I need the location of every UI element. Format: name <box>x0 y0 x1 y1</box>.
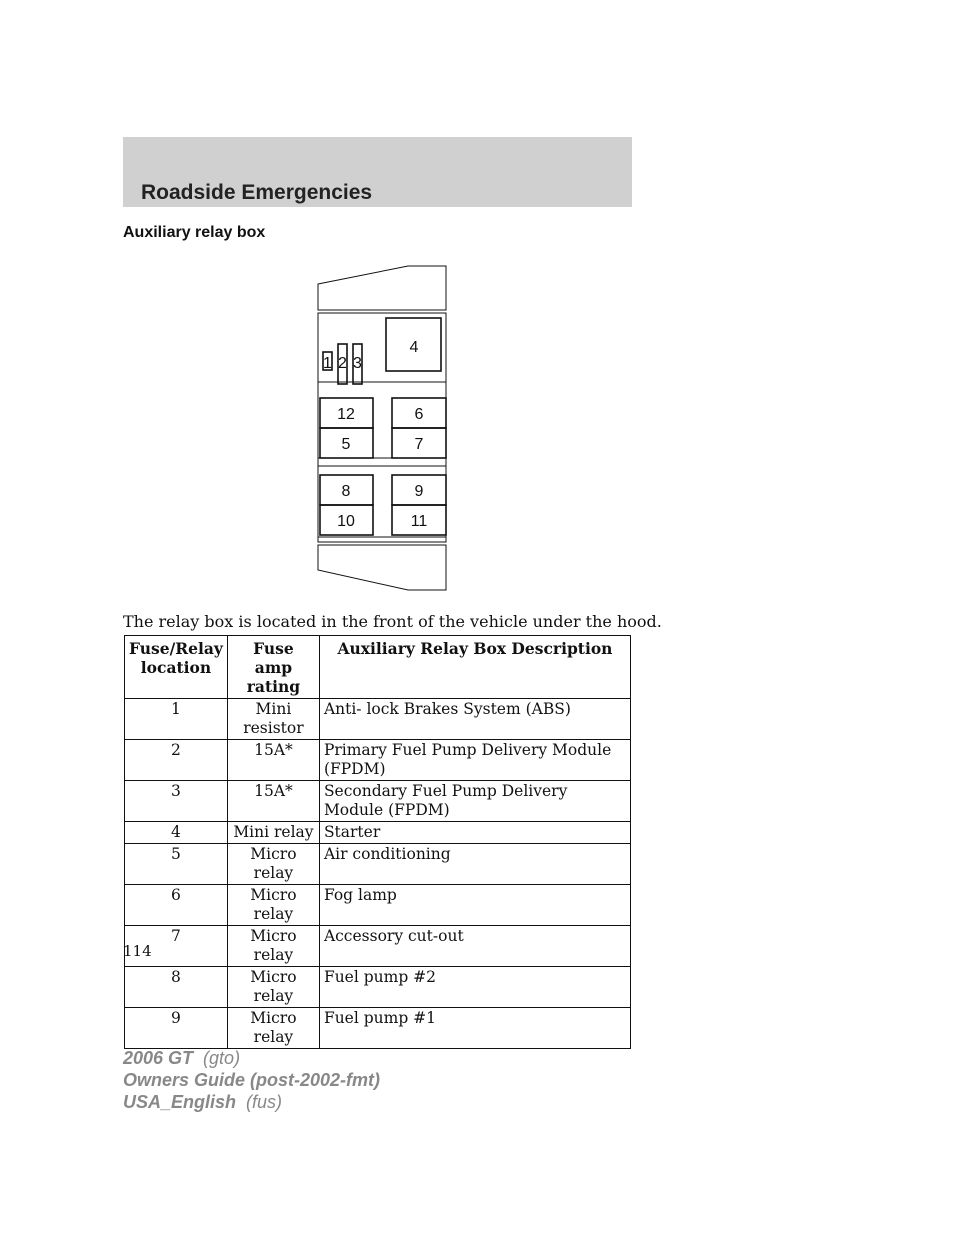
label-1: 1 <box>323 355 332 372</box>
relay-box-diagram <box>316 262 450 592</box>
cell-location: 8 <box>125 967 228 1008</box>
label-7: 7 <box>414 436 424 453</box>
fuse-relay-table <box>124 635 631 1049</box>
cell-description: Fuel pump #1 <box>319 1008 630 1049</box>
intro-text: The relay box is located in the front of the vehicle under the hood. <box>123 612 662 631</box>
cell-location: 7 <box>125 926 228 967</box>
cell-location: 4 <box>125 822 228 844</box>
footer-line-guide <box>123 1069 380 1091</box>
label-4: 4 <box>409 339 419 356</box>
table-header-row <box>125 636 631 699</box>
cell-rating: Micro relay <box>227 1008 319 1049</box>
label-5: 5 <box>341 436 351 453</box>
page-number: 114 <box>123 942 152 960</box>
table-row <box>125 844 631 885</box>
label-6: 6 <box>414 406 424 423</box>
footer-guide: Owners Guide (post-2002-fmt) <box>123 1070 381 1090</box>
cell-rating: Mini relay <box>227 822 319 844</box>
relay-box-drawing <box>316 262 450 592</box>
cell-location: 3 <box>125 781 228 822</box>
page-title: Roadside Emergencies <box>141 181 373 204</box>
header-rating: Fuse amp rating <box>227 636 319 699</box>
top-cap <box>318 266 446 310</box>
header-location: Fuse/Relay location <box>125 636 228 699</box>
cell-rating: Micro relay <box>227 885 319 926</box>
cell-description: Fuel pump #2 <box>319 967 630 1008</box>
cell-description: Primary Fuel Pump Delivery Module (FPDM) <box>319 740 630 781</box>
cell-location: 2 <box>125 740 228 781</box>
footer-language-code: (fus) <box>246 1092 283 1112</box>
label-10: 10 <box>337 513 355 530</box>
table-row <box>125 885 631 926</box>
cell-description: Fog lamp <box>319 885 630 926</box>
table-row <box>125 699 631 740</box>
cell-description: Starter <box>319 822 630 844</box>
document-footer <box>123 1047 380 1113</box>
footer-language: USA_English <box>123 1092 237 1112</box>
cell-description: Accessory cut-out <box>319 926 630 967</box>
cell-rating: 15A* <box>227 740 319 781</box>
cell-description: Air conditioning <box>319 844 630 885</box>
label-8: 8 <box>341 483 351 500</box>
cell-location: 1 <box>125 699 228 740</box>
footer-line-language <box>123 1091 380 1113</box>
table-row <box>125 822 631 844</box>
table-row <box>125 781 631 822</box>
table-row <box>125 967 631 1008</box>
bottom-cap <box>318 545 446 590</box>
table-row <box>125 926 631 967</box>
cell-location: 6 <box>125 885 228 926</box>
label-2: 2 <box>338 355 347 372</box>
footer-model: 2006 GT <box>123 1048 194 1068</box>
label-9: 9 <box>414 483 424 500</box>
cell-rating: Micro relay <box>227 967 319 1008</box>
cell-description: Secondary Fuel Pump Delivery Module (FPDM) <box>319 781 630 822</box>
label-12: 12 <box>337 406 355 423</box>
footer-line-model <box>123 1047 380 1069</box>
table-row <box>125 740 631 781</box>
footer-model-code: (gto) <box>203 1048 241 1068</box>
cell-rating: 15A* <box>227 781 319 822</box>
cell-rating: Micro relay <box>227 926 319 967</box>
label-11: 11 <box>410 513 428 530</box>
cell-rating: Micro relay <box>227 844 319 885</box>
section-title: Auxiliary relay box <box>123 224 266 241</box>
cell-location: 5 <box>125 844 228 885</box>
table-row <box>125 1008 631 1049</box>
cell-location: 9 <box>125 1008 228 1049</box>
label-3: 3 <box>353 355 362 372</box>
header-description: Auxiliary Relay Box Description <box>319 636 630 699</box>
cell-description: Anti- lock Brakes System (ABS) <box>319 699 630 740</box>
cell-rating: Mini resistor <box>227 699 319 740</box>
